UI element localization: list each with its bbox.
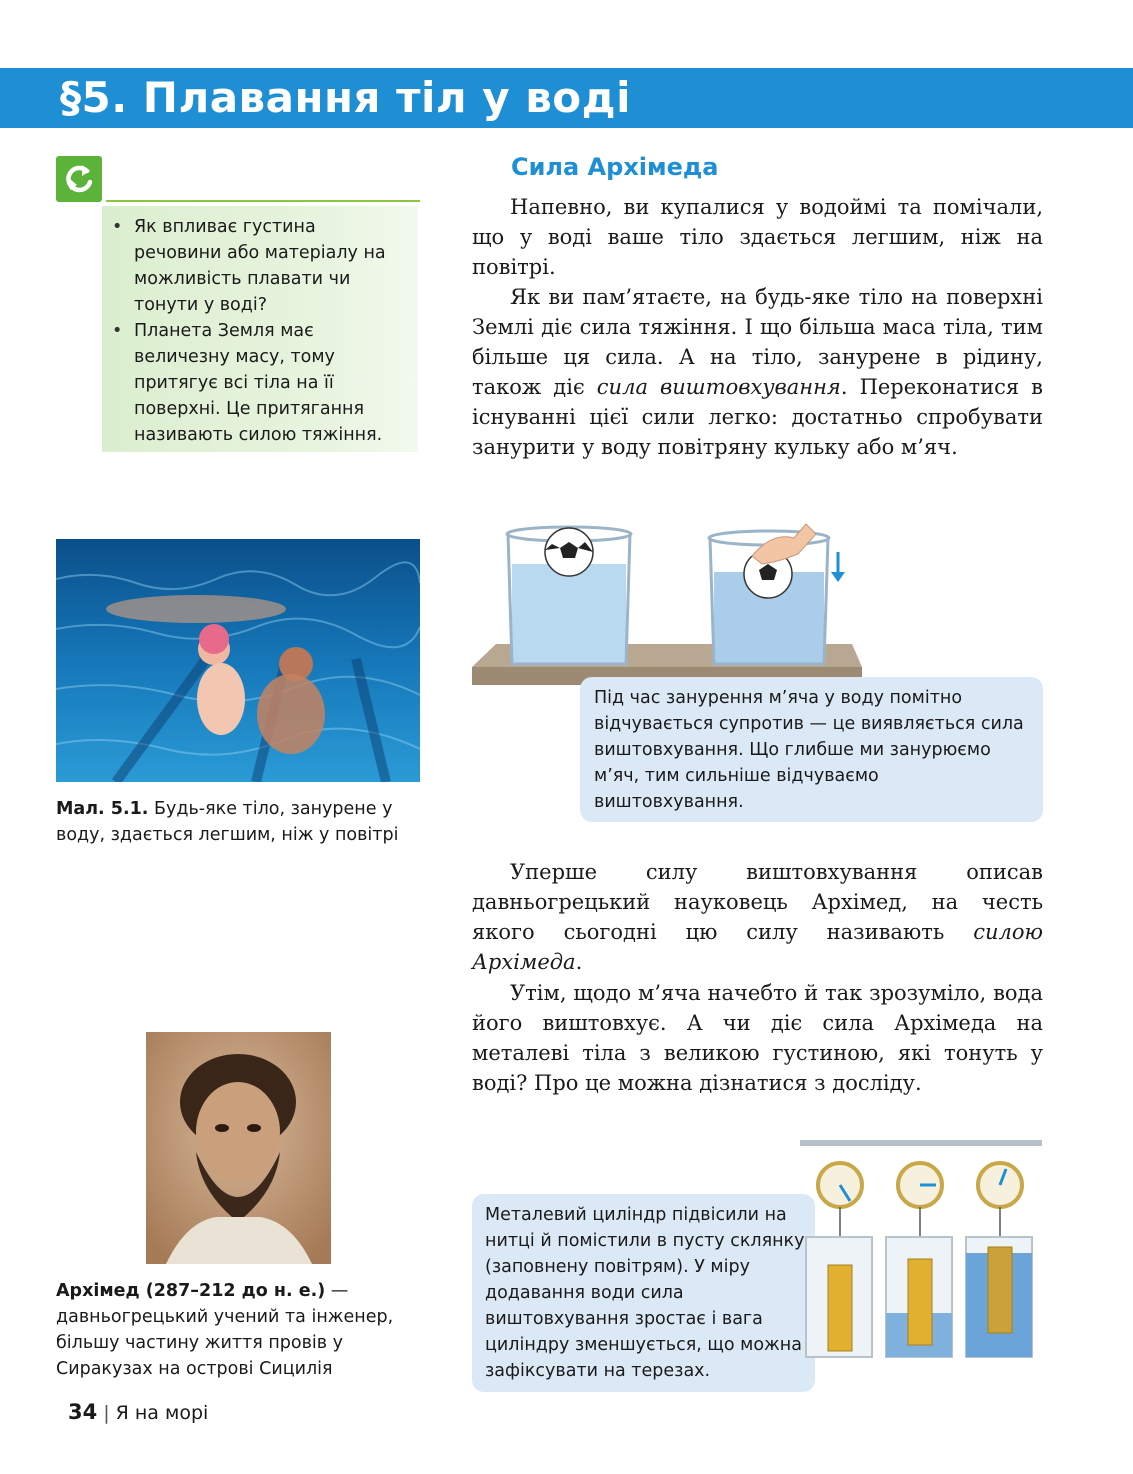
page-footer: [68, 1398, 208, 1427]
recall-list: [102, 206, 418, 448]
cylinder-callout: Металевий циліндр підвісили на нитці й помістили в пусту склянку (заповнену повітрям). У міру додавання води сила виштовхування зростає і вага циліндру зменшується, що можна зафіксувати на терезах.: [472, 1194, 815, 1392]
ball-experiment-illustration: [472, 512, 872, 690]
archimedes-caption: Архімед (287–212 до н. е.) — давньогрецький учений та інженер, більшу частину життя провів у Сиракузах на острові Сицилія: [56, 1281, 394, 1379]
ball-callout: Під час занурення м’яча у воду помітно відчувається супротив — це виявляється сила виштовхування. Що глибше ми занурюємо м’яч, тим сильніше відчуваємо виштовхування.: [580, 677, 1043, 822]
recall-divider: [106, 200, 420, 202]
pool-photo: [56, 539, 420, 782]
paragraph-3: Уперше силу виштовхування описав давньогрецький науковець Архімед, на честь якого сьогодні цю силу називають силою Архімеда.: [472, 860, 1043, 974]
pool-caption: Мал. 5.1. Будь-яке тіло, занурене у воду, здається легшим, ніж у повітрі: [56, 799, 399, 845]
recall-item: • Як впливає густина речовини або матеріалу на можливість плавати чи тонути у воді?: [108, 214, 404, 318]
figure-label: Мал. 5.1.: [56, 799, 149, 819]
recall-item: • Планета Земля має величезну масу, тому притягує всі тіла на її поверхні. Це притягання називають силою тяжіння.: [108, 318, 404, 448]
section-heading: Сила Архімеда: [511, 153, 719, 181]
page-title: §5. Плавання тіл у воді: [60, 73, 631, 122]
archimedes-name: Архімед (287–212 до н. е.): [56, 1281, 326, 1301]
paragraph-4: Утім, щодо м’яча начебто й так зрозуміло, вода його виштовхує. А чи діє сила Архімеда на металеві тіла з великою густиною, які тонуть у воді? Про це можна дізнатися з досліду.: [472, 981, 1043, 1095]
recall-arrow-icon: [56, 156, 102, 202]
chapter-name: Я на морі: [115, 1402, 209, 1424]
paragraph-2: Як ви пам’ятаєте, на будь-яке тіло на поверхні Землі діє сила тяжіння. І що більша маса тіла, тим більше ця сила. А на тіло, занурене в рідину, також діє сила виштовхування. Переконатися в існуванні цієї сили легко: достатньо спробувати занурити у воду повітряну кульку або м’яч.: [472, 285, 1043, 459]
recall-box: [102, 206, 418, 452]
term-archimedes-force: силою Архімеда: [472, 920, 1043, 974]
paragraph-1: Напевно, ви купалися у водоймі та помічали, що у воді ваше тіло здається легшим, ніж на повітрі.: [472, 195, 1043, 279]
page-number: 34: [68, 1400, 98, 1424]
archimedes-portrait: [146, 1032, 331, 1264]
footer-separator: |: [103, 1402, 110, 1424]
term-buoyancy: сила виштовхування: [596, 375, 841, 399]
cylinder-experiment-illustration: [800, 1135, 1042, 1365]
